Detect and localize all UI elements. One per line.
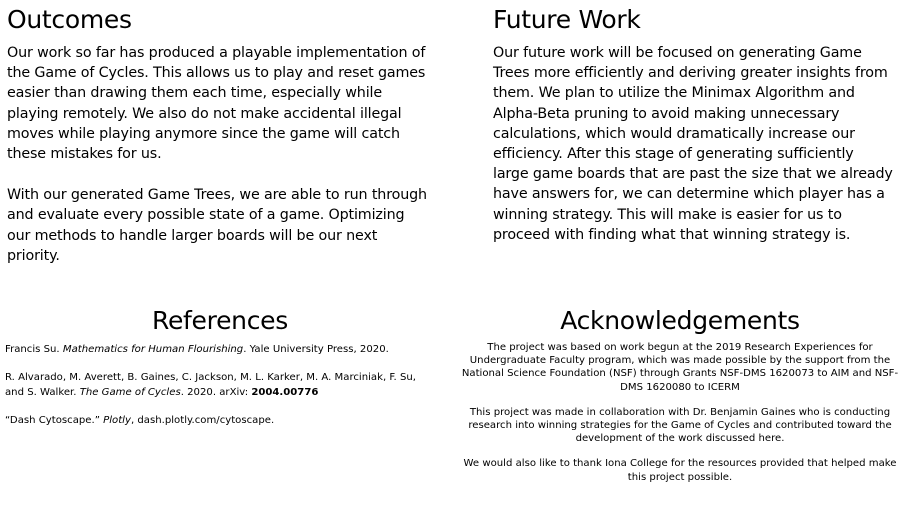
references-section xyxy=(5,306,435,441)
reference-item xyxy=(5,370,435,400)
reference-text: R. Alvarado, M. Averett, B. Gaines, C. Jackson, M. L. Karker, M. A. Marciniak, F. Su, and S. Walker. xyxy=(5,372,416,398)
outcomes-paragraph: Our work so far has produced a playable implementation of the Game of Cycles. This allows us to play and reset games easier than drawing them each time, especially while playing remotely. We also do not make accidental illegal moves while playing anymore since the game will catch these mistakes for us. xyxy=(7,45,426,163)
reference-text: “Dash Cytoscape.” xyxy=(5,415,104,426)
reference-arxiv-id: 2004.00776 xyxy=(251,387,319,398)
references-heading: References xyxy=(152,306,288,335)
reference-text: , dash.plotly.com/cytoscape. xyxy=(130,415,275,426)
reference-title: The Game of Cycles xyxy=(79,387,181,398)
acknowledgements-section xyxy=(460,306,900,496)
outcomes-section xyxy=(7,5,432,287)
reference-item xyxy=(5,342,435,357)
acknowledgements-paragraph: The project was based on work begun at the 2019 Research Experiences for Undergraduate Faculty program, which was made possible by the support from the National Science Foundation (NSF) through Grants NSF-DMS 1620073 to AIM and NSF-DMS 1620080 to ICERM xyxy=(461,342,899,393)
acknowledgements-paragraph: This project was made in collaboration with Dr. Benjamin Gaines who is conducting research into winning strategies for the Game of Cycles and contributed toward the development of the work discussed here. xyxy=(468,406,892,445)
reference-item xyxy=(5,413,435,428)
acknowledgements-paragraph: We would also like to thank Iona College for the resources provided that helped make this project possible. xyxy=(463,458,897,483)
reference-title: Plotly xyxy=(103,415,131,426)
reference-text: . 2020. arXiv: xyxy=(180,387,252,398)
acknowledgements-heading: Acknowledgements xyxy=(560,306,800,335)
outcomes-paragraph: With our generated Game Trees, we are able to run through and evaluate every possible state of a game. Optimizing our methods to handle larger boards will be our next priority. xyxy=(7,187,427,264)
future-work-section xyxy=(493,5,893,266)
future-work-paragraph: Our future work will be focused on generating Game Trees more efficiently and deriving greater insights from them. We plan to utilize the Minimax Algorithm and Alpha-Beta pruning to avoid making unnecessary calculations, which would dramatically increase our efficiency. After this stage of generating sufficiently large game boards that are past the size that we already have answers for, we can determine which player has a winning strategy. This will make is easier for us to proceed with finding what that winning strategy is. xyxy=(493,45,893,243)
future-work-heading: Future Work xyxy=(493,5,641,34)
outcomes-heading: Outcomes xyxy=(7,5,132,34)
reference-title: Mathematics for Human Flourishing xyxy=(62,344,244,355)
reference-text: Francis Su. xyxy=(5,344,63,355)
reference-text: . Yale University Press, 2020. xyxy=(243,344,389,355)
